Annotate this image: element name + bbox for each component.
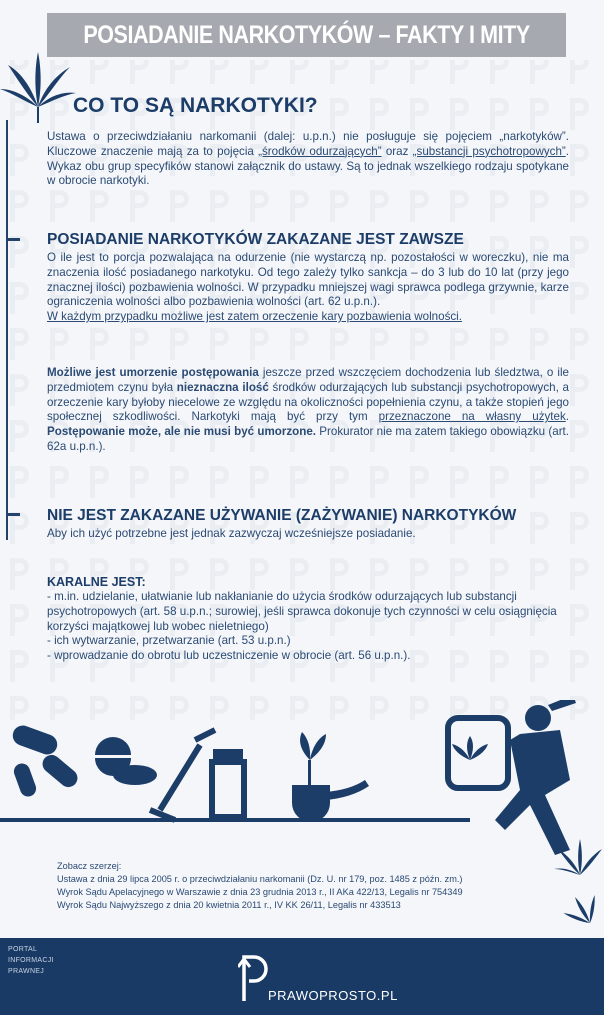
left-timeline-line (6, 120, 8, 540)
section-heading-use-not-forbidden: NIE JEST ZAKAZANE UŻYWANIE (ZAŻYWANIE) NARKOTYKÓW (47, 507, 517, 524)
reference-item: Ustawa z dnia 29 lipca 2005 r. o przeciwdziałaniu narkomanii (Dz. U. nr 179, poz. 1485 z późn. zm.) (57, 874, 463, 884)
capsule-icon (39, 751, 81, 791)
title-banner (47, 13, 566, 57)
brand-name[interactable]: PRAWOPROSTO.PL (268, 988, 398, 1003)
list-item: - ich wytwarzanie, przetwarzanie (art. 53 u.p.n.) (47, 634, 291, 648)
timeline-tick (6, 238, 20, 241)
section1-paragraph: Ustawa o przeciwdziałaniu narkomanii (dalej: u.p.n.) nie posługuje się pojęciem „narkotyków”. Kluczowe znaczenie mają za to pojęcia „środków odurzających” oraz „substancji psychotropowych”. Wykaz obu grup specyfików stanowi załącznik do ustawy. Są to jednak wszelkiego rodzaju spotykane w obrocie narkotyki. (47, 130, 569, 188)
capsule-icon (10, 723, 60, 758)
footer (0, 938, 604, 1015)
portal-label: PORTAL INFORMACJI PRAWNEJ (8, 946, 54, 975)
pill-icon (95, 737, 157, 785)
syringe-icon (150, 730, 215, 820)
reference-item: Wyrok Sądu Apelacyjnego w Warszawie z dnia 23 grudnia 2013 r., II AKa 422/13, Legalis nr 754349 (57, 887, 463, 897)
references-heading: Zobacz szerzej: (57, 861, 122, 871)
punishable-list (47, 590, 571, 664)
list-item: - m.in. udzielanie, ułatwianie lub nakłanianie do użycia środków odurzających lub substancji psychotropowych (art. 58 u.p.n.; surowiej, jeśli sprawca dokonuje tych czynności w celu osiągnięcia korzyści majątkowej lub wobec nieletniego) (47, 590, 557, 633)
timeline-tick (6, 513, 20, 516)
section2-paragraph-2: Możliwe jest umorzenie postępowania jeszcze przed wszczęciem dochodzenia lub śledztwa, o ile przedmiotem czynu była nieznaczna ilość środków odurzających lub substancji psychotropowych, a orzeczenie kary byłoby niecelowe ze względu na okoliczności popełnienia czynu, a także stopień jego społecznej szkodliwości. Narkotyki mają być przy tym przeznaczone na własny użytek. Postępowanie może, ale nie musi być umorzone. Prokurator nie ma zatem takiego obowiązku (art. 62a u.p.n.). (47, 366, 569, 453)
drug-illustrations (0, 700, 604, 870)
references (57, 860, 463, 912)
list-item: - wprowadzanie do obrotu lub uczestniczenie w obrocie (art. 56 u.p.n.). (47, 649, 411, 663)
prawoprosto-logo-icon (238, 953, 268, 1003)
capsule-icon (12, 761, 39, 798)
page-title: POSIADANIE NARKOTYKÓW – FAKTY I MITY (83, 20, 530, 49)
reference-item: Wyrok Sądu Najwyższego z dnia 20 kwietnia 2011 r., IV KK 26/11, Legalis nr 433513 (57, 900, 401, 910)
section-heading-possession: POSIADANIE NARKOTYKÓW ZAKAZANE JEST ZAWSZE (47, 231, 464, 248)
running-man-icon (448, 700, 576, 855)
section-heading-what-are-drugs: CO TO SĄ NARKOTYKI? (73, 94, 318, 117)
cannabis-leaf-icon (0, 45, 80, 130)
section2-paragraph-1: O ile jest to porcja pozwalająca na odurzenie (nie wystarczą np. pozostałości w woreczku), nie ma znaczenia ilość posiadanego narkotyku. Od tego zależy tylko sankcja – do 3 lub do 10 lat (przy jego znacznej ilości) pozbawienia wolności. W przypadku mniejszej wagi sprawca podlega grzywnie, karze ograniczenia wolności albo pozbawienia wolności (art. 62 u.p.n.). W każdym przypadku możliwe jest zatem orzeczenie kary pozbawienia wolności. (47, 251, 569, 324)
punishable-heading: KARALNE JEST: (47, 575, 146, 589)
cannabis-leaf-icon (540, 835, 604, 935)
bottle-icon (212, 752, 244, 817)
section3-paragraph: Aby ich użyć potrzebne jest jednak zazwyczaj wcześniejsze posiadanie. (47, 527, 416, 540)
pipe-icon (292, 732, 369, 822)
